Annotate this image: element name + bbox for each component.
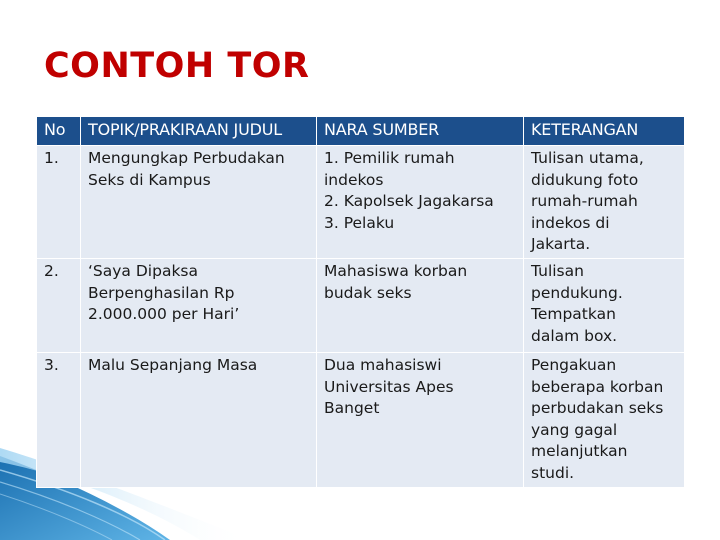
topic-cell [81, 352, 317, 487]
row-number: 3. [37, 352, 81, 487]
header-notes: KETERANGAN [524, 117, 685, 146]
row-number: 2. [37, 258, 81, 352]
notes-line: dalam box. [531, 326, 618, 345]
notes-cell [524, 146, 685, 259]
row-number: 1. [37, 146, 81, 259]
notes-line: rumah-rumah [531, 192, 638, 211]
slide-title: CONTOH TOR [44, 46, 310, 86]
topic-cell [81, 146, 317, 259]
notes-line: pendukung. [531, 283, 623, 302]
notes-line: beberapa korban [531, 377, 664, 396]
source-line: budak seks [324, 283, 412, 302]
source-line: Dua mahasiswi [324, 355, 442, 374]
notes-line: studi. [531, 463, 575, 482]
topic-line: Berpenghasilan Rp [88, 283, 235, 302]
source-cell [317, 352, 524, 487]
topic-line: ‘Saya Dipaksa [88, 261, 198, 280]
header-source: NARA SUMBER [317, 117, 524, 146]
notes-cell [524, 258, 685, 352]
header-topic: TOPIK/PRAKIRAAN JUDUL [81, 117, 317, 146]
source-line: Universitas Apes [324, 377, 454, 396]
notes-line: Tulisan [531, 261, 584, 280]
table-header-row [37, 117, 685, 146]
notes-line: Pengakuan [531, 355, 617, 374]
notes-line: yang gagal [531, 420, 618, 439]
source-line: 1. Pemilik rumah [324, 149, 455, 167]
source-cell [317, 146, 524, 259]
topic-cell [81, 258, 317, 352]
notes-line: Tulisan utama, [531, 149, 644, 167]
header-no: No [37, 117, 81, 146]
notes-line: didukung foto [531, 170, 639, 189]
source-cell [317, 258, 524, 352]
notes-line: melanjutkan [531, 442, 628, 461]
notes-line: indekos di [531, 213, 610, 232]
topic-line: 2.000.000 per Hari’ [88, 305, 240, 324]
source-line: Mahasiswa korban [324, 261, 468, 280]
notes-line: perbudakan seks [531, 399, 664, 418]
topic-line: Malu Sepanjang Masa [88, 355, 258, 374]
notes-line: Tempatkan [531, 305, 616, 324]
table-row [37, 258, 685, 352]
source-line: 2. Kapolsek Jagakarsa [324, 192, 494, 211]
table-row [37, 146, 685, 259]
notes-line: Jakarta. [531, 235, 591, 254]
source-line: Banget [324, 399, 380, 418]
source-line: 3. Pelaku [324, 213, 395, 232]
topic-line: Seks di Kampus [88, 170, 211, 189]
source-line: indekos [324, 170, 384, 189]
notes-cell [524, 352, 685, 487]
table-row [37, 352, 685, 487]
topic-line: Mengungkap Perbudakan [88, 149, 285, 167]
tor-table [36, 116, 685, 488]
